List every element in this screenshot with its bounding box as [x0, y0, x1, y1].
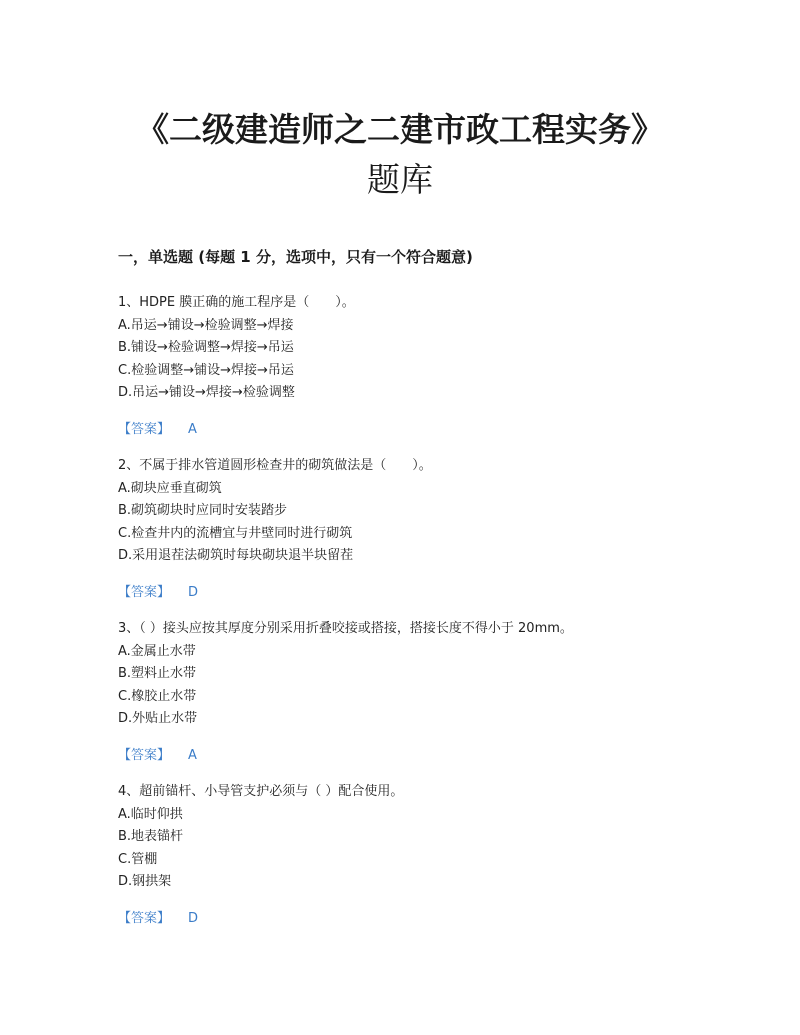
option-d: D.钢拱架 — [118, 874, 172, 889]
option-a: A.金属止水带 — [118, 643, 196, 659]
question-1 — [118, 292, 698, 441]
answer-value: A — [188, 421, 197, 437]
question-3 — [118, 618, 698, 767]
answer-label: 【答案】 — [118, 584, 171, 600]
question-stem: 2、不属于排水管道圆形检查井的砌筑做法是（ ）。 — [118, 458, 432, 473]
option-a: A.砌块应垂直砌筑 — [118, 480, 222, 496]
option-b: B.塑料止水带 — [118, 666, 197, 681]
answer-label: 【答案】 — [118, 910, 171, 926]
answer-row — [118, 582, 698, 604]
option-b: B.铺设→检验调整→焊接→吊运 — [118, 340, 294, 355]
answer-value: A — [188, 747, 197, 763]
answer-row — [118, 419, 698, 441]
question-stem: 3、（ ）接头应按其厚度分别采用折叠咬接或搭接，搭接长度不得小于 20mm。 — [118, 621, 573, 636]
question-4 — [118, 781, 698, 930]
option-a: A.吊运→铺设→检验调整→焊接 — [118, 317, 294, 333]
option-c: C.检验调整→铺设→焊接→吊运 — [118, 362, 294, 378]
document-subtitle: 题库 — [367, 160, 433, 199]
answer-label: 【答案】 — [118, 747, 171, 763]
option-c: C.橡胶止水带 — [118, 688, 197, 704]
answer-row — [118, 908, 698, 930]
question-2 — [118, 455, 698, 604]
option-a: A.临时仰拱 — [118, 806, 183, 822]
question-stem: 1、HDPE 膜正确的施工程序是（ ）。 — [118, 295, 355, 310]
answer-value: D — [188, 584, 199, 600]
option-c: C.检查井内的流槽宜与井壁同时进行砌筑 — [118, 525, 353, 541]
option-b: B.地表锚杆 — [118, 829, 184, 844]
option-d: D.外贴止水带 — [118, 711, 198, 726]
option-b: B.砌筑砌块时应同时安装踏步 — [118, 503, 288, 518]
question-stem: 4、超前锚杆、小导管支护必须与（ ）配合使用。 — [118, 784, 404, 799]
document-title: 《二级建造师之二建市政工程实务》 — [136, 110, 664, 149]
option-d: D.吊运→铺设→焊接→检验调整 — [118, 385, 295, 400]
option-c: C.管棚 — [118, 851, 158, 867]
section-heading: 一，单选题 (每题 1 分，选项中，只有一个符合题意) — [118, 248, 473, 266]
option-d: D.采用退茬法砌筑时每块砌块退半块留茬 — [118, 548, 354, 563]
answer-label: 【答案】 — [118, 421, 171, 437]
answer-row — [118, 745, 698, 767]
answer-value: D — [188, 910, 199, 926]
